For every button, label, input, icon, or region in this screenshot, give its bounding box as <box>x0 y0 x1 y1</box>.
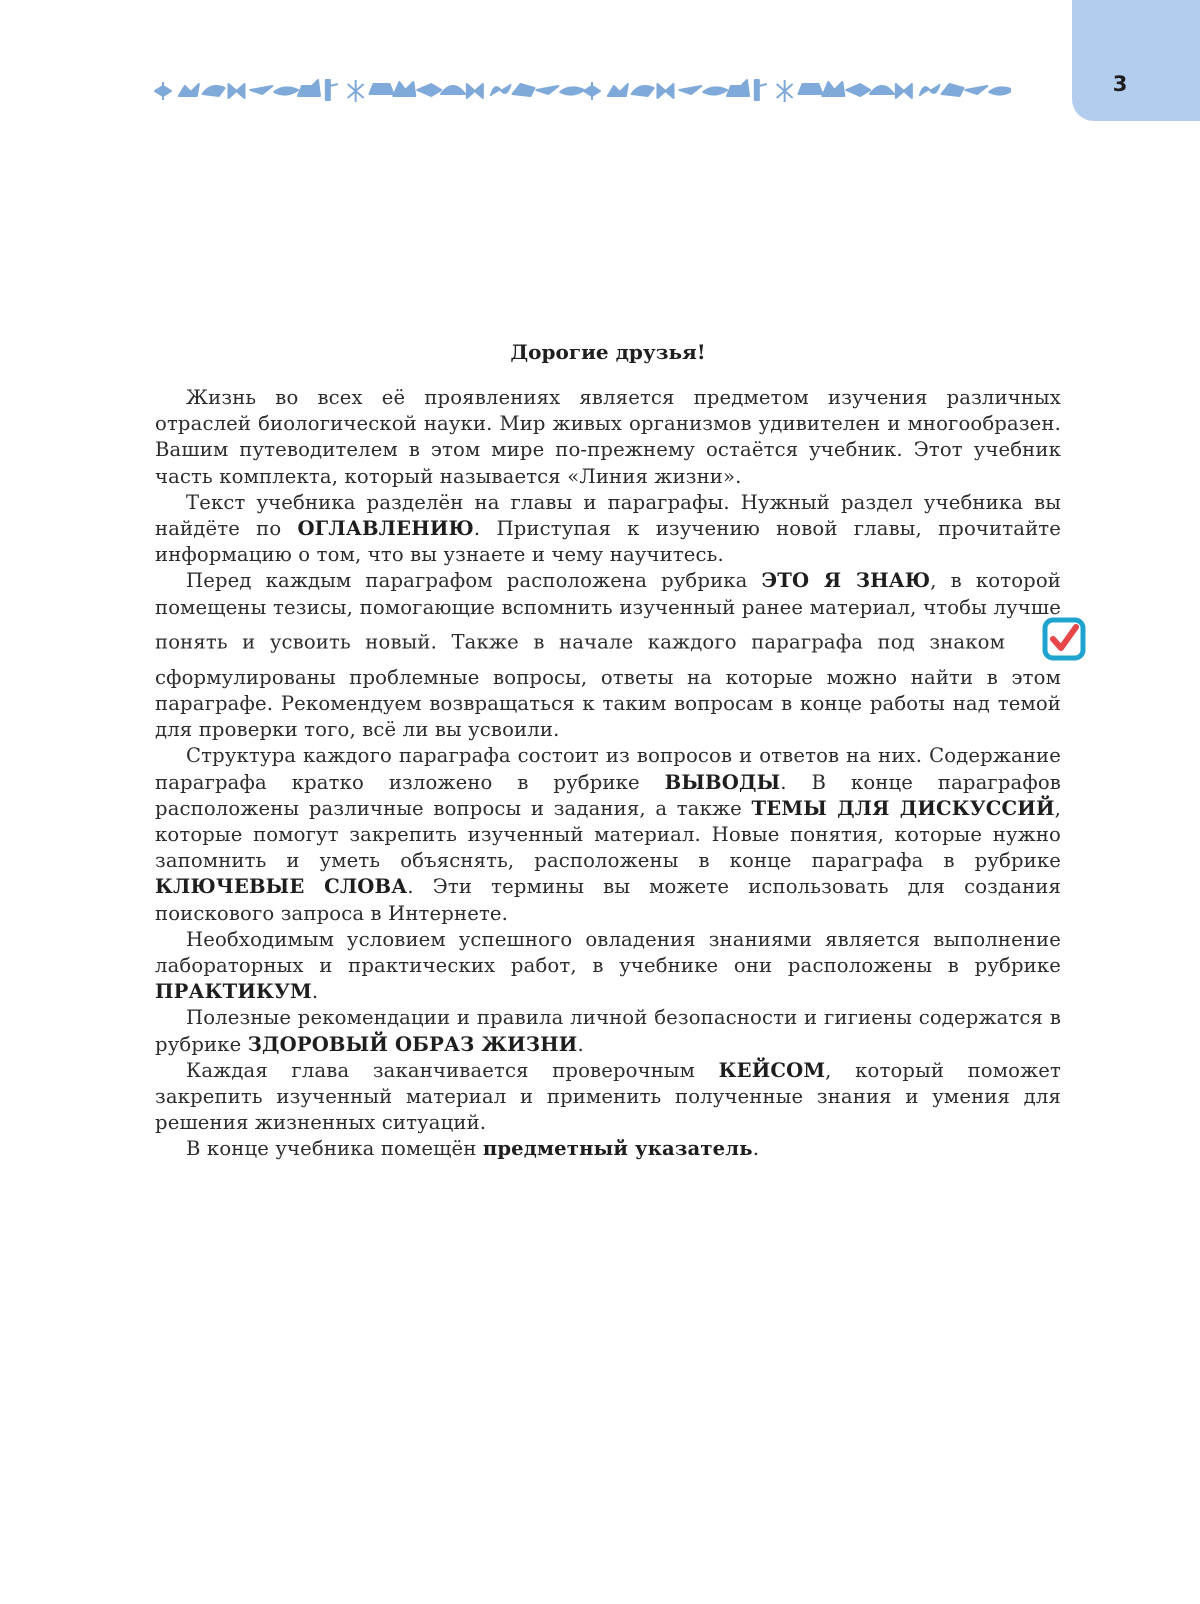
animal-silhouette-icon <box>755 80 767 100</box>
animal-silhouette-icon <box>370 84 394 94</box>
paragraph-6-text-end: . <box>577 1032 584 1056</box>
intro-section <box>155 337 1061 1163</box>
subject-index: предметный указатель <box>482 1137 753 1161</box>
page-number: 3 <box>1112 72 1128 96</box>
paragraph-2-text-end: . Приступая к изучению новой главы, прочитайте информацию о том, что вы узнаете и чему научитесь. <box>155 517 1062 567</box>
animal-silhouette-icon <box>942 84 964 96</box>
rubric-healthy-lifestyle: ЗДОРОВЫЙ ОБРАЗ ЖИЗНИ <box>247 1032 578 1056</box>
animal-silhouette-icon <box>584 82 600 100</box>
page-title: Дорогие друзья! <box>510 340 706 364</box>
rubric-discussion-topics: ТЕМЫ ДЛЯ ДИСКУССИЙ <box>751 796 1055 820</box>
animal-silhouette-icon <box>491 84 511 96</box>
paragraph-7 <box>155 1058 1061 1137</box>
animal-silhouette-icon <box>703 87 727 94</box>
animal-silhouette-icon <box>326 80 338 100</box>
animal-silhouette-icon <box>250 86 272 94</box>
paragraph-4-text-end: . Эти термины вы можете использовать для создания поискового запроса в Интернете. <box>155 875 1061 925</box>
rubric-conclusions: ВЫВОДЫ <box>664 770 781 794</box>
paragraph-2 <box>155 490 1061 569</box>
rubric-contents: ОГЛАВЛЕНИЮ <box>297 517 474 541</box>
paragraph-8-text: В конце учебника помещён <box>186 1137 483 1161</box>
page-tab <box>1072 0 1200 121</box>
paragraph-8 <box>155 1136 1061 1162</box>
paragraph-4-text-mid2: , которые помогут закрепить изученный материал. Новые понятия, которые нужно запомнить и уметь объяснять, расположены в конце параграфа в рубрике <box>155 796 1061 873</box>
animal-silhouette-icon <box>846 84 870 96</box>
paragraph-1 <box>155 385 1061 490</box>
animal-silhouette-icon <box>203 86 225 96</box>
paragraph-7-text-end: , который поможет закрепить изученный материал и применить полученные знания и умения для решения жизненных ситуаций. <box>155 1058 1061 1135</box>
paragraph-4-text: Структура каждого параграфа состоит из вопросов и ответов на них. Содержание параграфа кратко изложено в рубрике <box>155 744 1061 794</box>
animal-silhouettes-strip <box>153 76 1011 106</box>
checkmark-icon <box>1011 617 1055 661</box>
animal-silhouette-icon <box>560 87 584 94</box>
animal-silhouette-icon <box>348 80 364 102</box>
paragraph-3-text-mid: , в которой помещены тезисы, помогающие вспомнить изученный ранее материал, чтобы лучше понять и усвоить новый. Также в начале каждого параграфа под знаком <box>155 569 1061 654</box>
paragraph-3 <box>155 568 1061 743</box>
paragraph-4-text-mid: . В конце параграфов расположены различные вопросы и задания, а также <box>155 770 1061 820</box>
paragraph-2-text: Текст учебника разделён на главы и параграфы. Нужный раздел учебника вы найдёте по <box>155 490 1061 541</box>
paragraph-6-text: Полезные рекомендации и правила личной безопасности и гигиены содержатся в рубрике <box>155 1006 1061 1056</box>
paragraph-8-text-end: . <box>752 1137 760 1161</box>
animal-silhouette-icon <box>679 86 701 94</box>
animal-silhouette-icon <box>632 86 654 96</box>
paragraph-1-text: Жизнь во всех её проявлениях является предметом изучения различных отраслей биологической науки. Мир живых организмов удивителен и многообразен. Вашим путеводителем в этом мире по-прежнему остаётся учебник. Этот учебник часть комплекта, который называется «Линия жизни». <box>155 386 1061 488</box>
paragraph-3-text: Перед каждым параграфом расположена рубрика <box>186 569 762 593</box>
animal-silhouette-icon <box>229 84 245 98</box>
animal-silhouette-icon <box>513 84 535 96</box>
animal-silhouette-icon <box>989 87 1011 94</box>
animal-silhouette-icon <box>658 84 674 98</box>
animal-silhouette-icon <box>896 84 912 98</box>
paragraph-6 <box>155 1005 1061 1057</box>
paragraph-3-text-end: сформулированы проблемные вопросы, ответы на которые можно найти в этом параграфе. Рекомендуем возвращаться к таким вопросам в конце работы над темой для проверки того, всё ли вы усвоили. <box>155 665 1061 742</box>
animal-silhouette-icon <box>179 84 199 96</box>
rubric-i-know: ЭТО Я ЗНАЮ <box>761 569 931 593</box>
animal-silhouette-icon <box>799 84 823 94</box>
rubric-practicum: ПРАКТИКУМ <box>155 980 312 1004</box>
animal-silhouette-icon <box>536 86 558 94</box>
animal-silhouette-icon <box>298 80 320 96</box>
animal-silhouettes-icon <box>153 76 1011 106</box>
animal-silhouette-icon <box>441 86 465 94</box>
animal-silhouette-icon <box>393 82 415 96</box>
animal-silhouette-icon <box>274 87 298 94</box>
paragraph-5-text-end: . <box>311 980 319 1004</box>
animal-silhouette-icon <box>777 80 793 102</box>
paragraph-5-text: Необходимым условием успешного овладения знаниями является выполнение лабораторных и практических работ, в учебнике они расположены в рубрике <box>155 927 1061 978</box>
animal-silhouette-icon <box>727 80 749 96</box>
animal-silhouette-icon <box>822 82 844 96</box>
animal-silhouette-icon <box>417 84 441 96</box>
animal-silhouette-icon <box>608 84 628 96</box>
animal-silhouette-icon <box>920 84 940 96</box>
animal-silhouette-icon <box>155 82 171 100</box>
animal-silhouette-icon <box>870 86 894 94</box>
animal-silhouette-icon <box>467 84 483 98</box>
rubric-key-words: КЛЮЧЕВЫЕ СЛОВА <box>155 875 408 899</box>
rubric-case: КЕЙСОМ <box>718 1058 826 1082</box>
paragraph-7-text: Каждая глава заканчивается проверочным <box>186 1058 719 1082</box>
paragraph-5 <box>155 927 1061 1006</box>
animal-silhouette-icon <box>965 86 987 94</box>
paragraph-4 <box>155 743 1061 926</box>
